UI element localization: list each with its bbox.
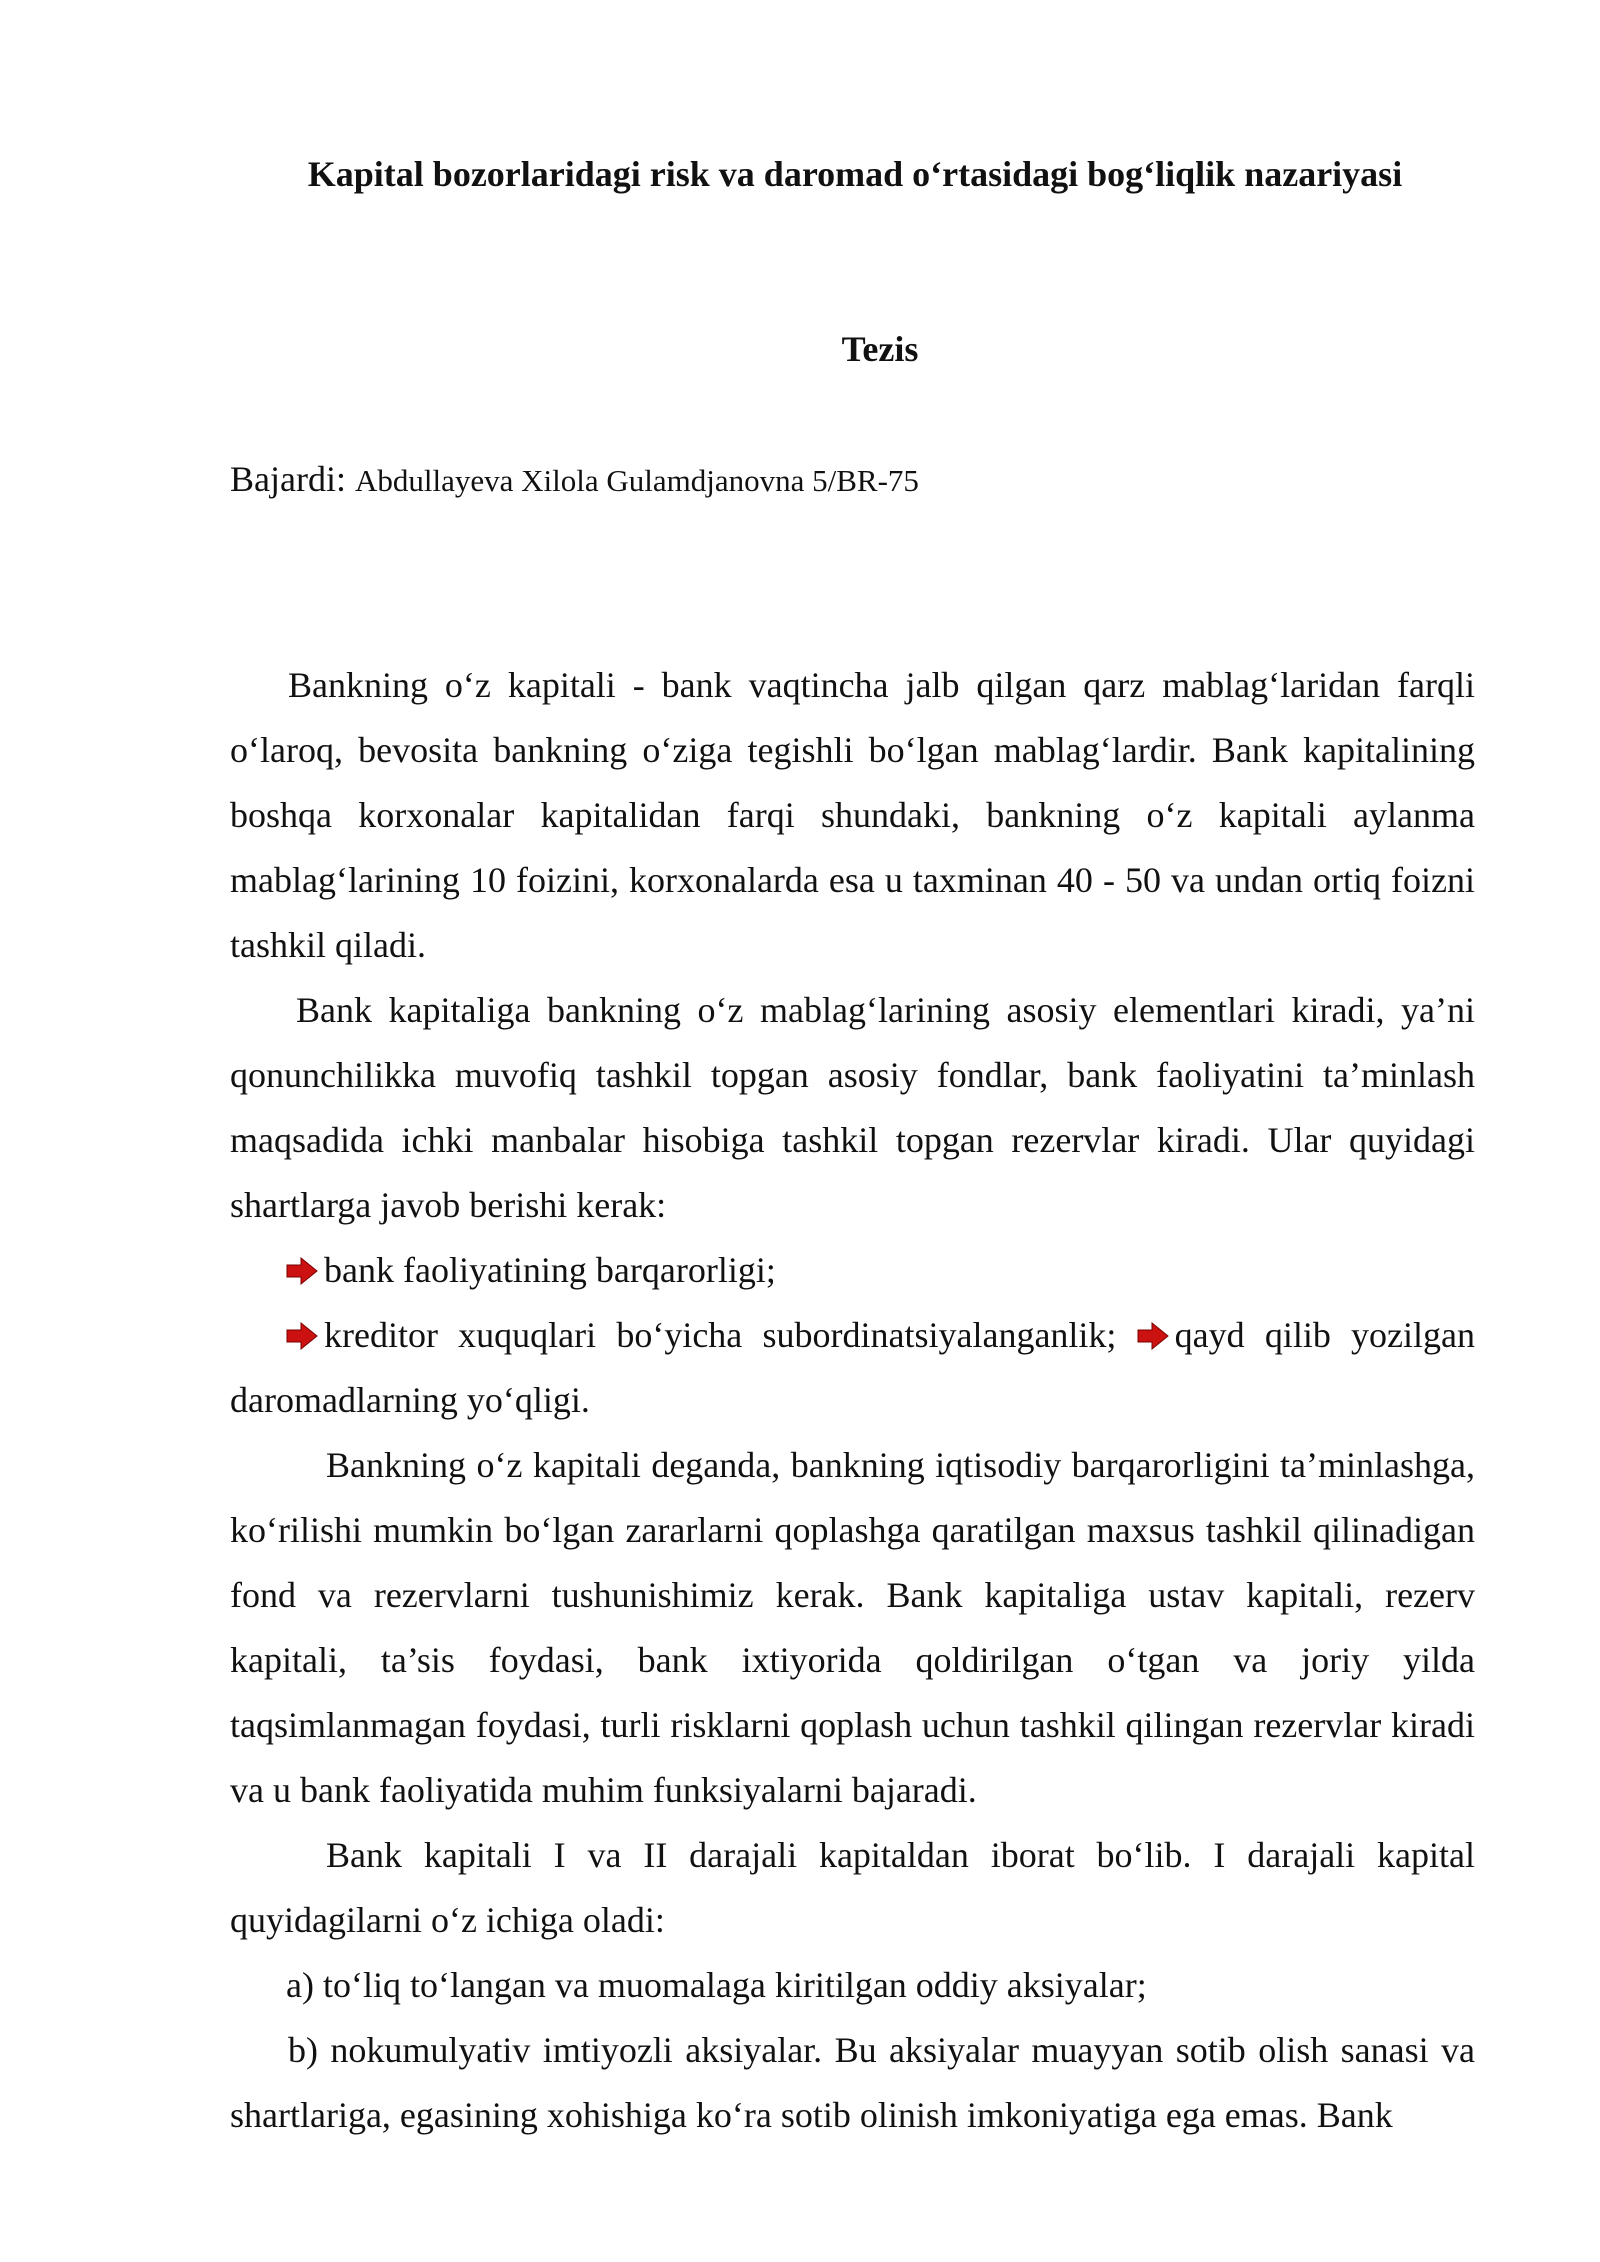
paragraph-4: Bank kapitali I va II darajali kapitaldan iborat bo‘lib. I darajali kapital quyidagilarni o‘z ichiga oladi: — [230, 1835, 1475, 1940]
red-arrow-right-icon — [286, 1257, 318, 1285]
author-line — [230, 455, 919, 505]
document-body — [230, 653, 1475, 2148]
author-name: Abdullayeva Xilola Gulamdjanovna 5/BR-75 — [354, 463, 919, 498]
list-item-a: a) to‘liq to‘langan va muomalaga kiritilgan oddiy aksiyalar; — [286, 1965, 1147, 2005]
paragraph-3: Bankning o‘z kapitali deganda, bankning iqtisodiy barqarorligini ta’minlashga, ko‘rilishi mumkin bo‘lgan zararlarni qoplashga qaratilgan maxsus tashkil qilinadigan fond va rezervlarni tushunishimiz kerak. Bank kapitaliga ustav kapitali, rezerv kapitali, ta’sis foydasi, bank ixtiyorida qoldirilgan o‘tgan va joriy yilda taqsimlanmagan foydasi, turli risklarni qoplash uchun tashkil qilingan rezervlar kiradi va u bank faoliyatida muhim funksiyalarni bajaradi. — [230, 1445, 1475, 1810]
document-subtitle: Tezis — [841, 329, 919, 369]
list-item — [230, 1303, 1475, 1433]
list-item — [230, 1238, 1475, 1303]
bullet-text: qayd qilib yozilgan daromadlarning yo‘qligi. — [230, 1315, 1476, 1420]
author-label: Bajardi: — [230, 459, 346, 499]
red-arrow-right-icon — [1137, 1322, 1169, 1350]
bullet-text: bank faoliyatining barqarorligi; — [324, 1250, 776, 1290]
paragraph-1: Bankning o‘z kapitali - bank vaqtincha jalb qilgan qarz mablag‘laridan farqli o‘laroq, bevosita bankning o‘ziga tegishli bo‘lgan mablag‘lardir. Bank kapitalining boshqa korxonalar kapitalidan farqi shundaki, bankning o‘z kapitali aylanma mablag‘larining 10 foizini, korxonalarda esa u taxminan 40 - 50 va undan ortiq foizni tashkil qiladi. — [230, 665, 1475, 965]
list-item-b: b) nokumulyativ imtiyozli aksiyalar. Bu aksiyalar muayyan sotib olish sanasi va shartlariga, egasining xohishiga ko‘ra sotib olinish imkoniyatiga ega emas. Bank — [230, 2030, 1475, 2135]
document-title: Kapital bozorlaridagi risk va daromad o‘rtasidagi bog‘liqlik nazariyasi — [307, 154, 1403, 194]
paragraph-2: Bank kapitaliga bankning o‘z mablag‘larining asosiy elementlari kiradi, ya’ni qonunchilikka muvofiq tashkil topgan asosiy fondlar, bank faoliyatini ta’minlash maqsadida ichki manbalar hisobiga tashkil topgan rezervlar kiradi. Ular quyidagi shartlarga javob berishi kerak: — [230, 990, 1475, 1225]
bullet-text: kreditor xuquqlari bo‘yicha subordinatsiyalanganlik; — [324, 1315, 1117, 1355]
red-arrow-right-icon — [286, 1322, 318, 1350]
